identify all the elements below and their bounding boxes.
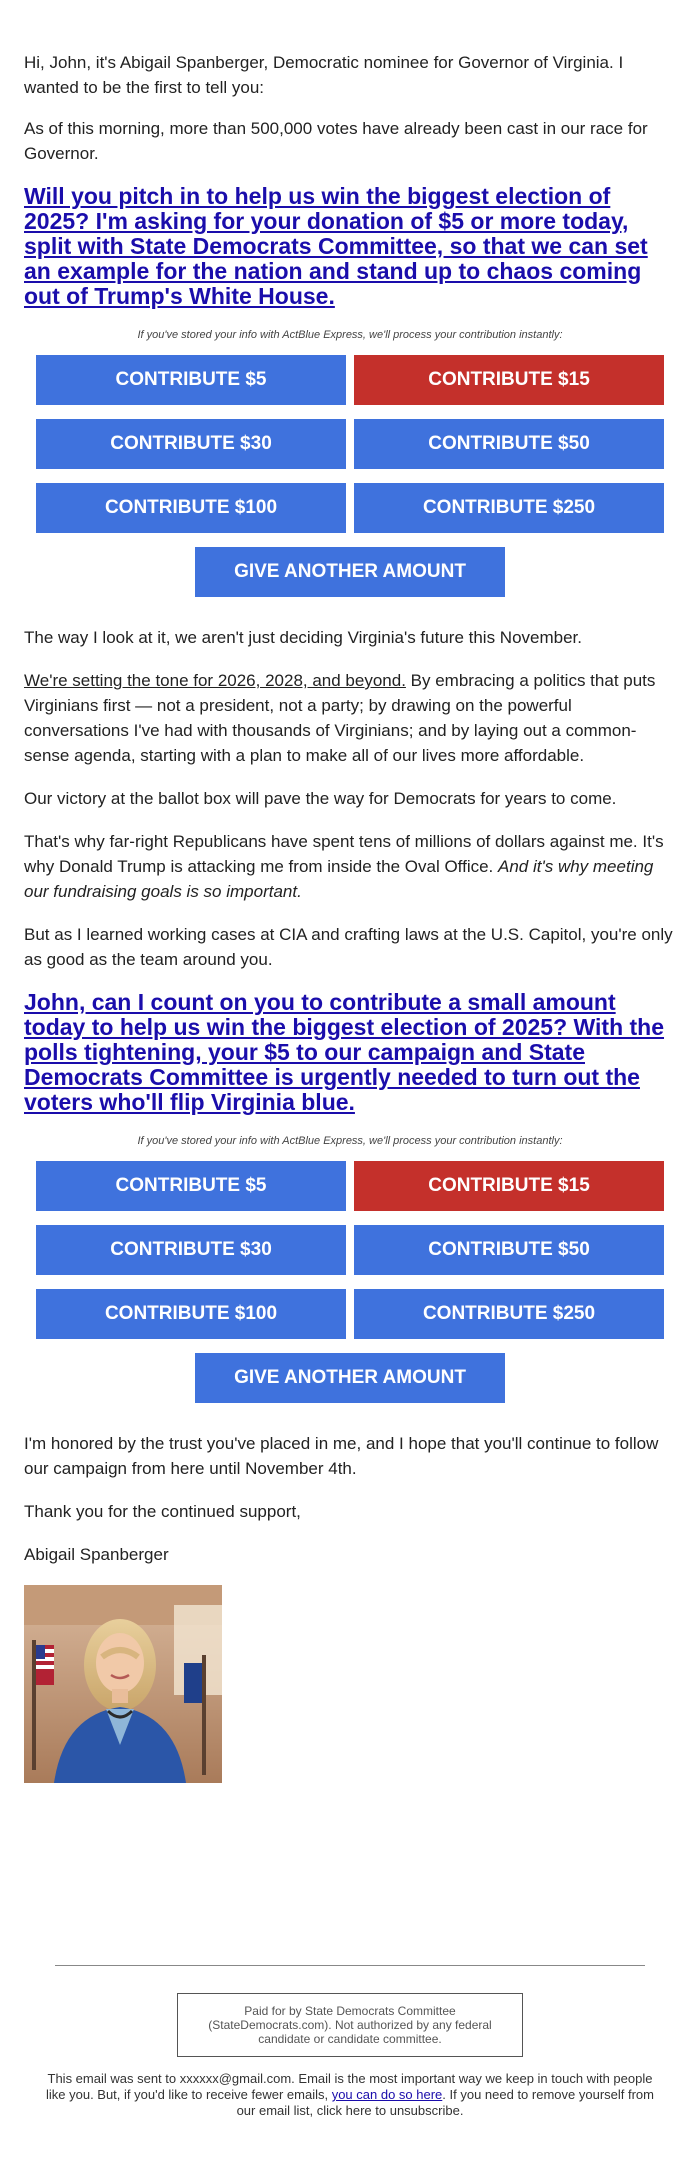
contribute-buttons-2: [36, 1161, 664, 1339]
contribute-50-button[interactable]: CONTRIBUTE $50: [354, 419, 664, 469]
signature-name: Abigail Spanberger: [24, 1545, 169, 1564]
contribute-15-button[interactable]: CONTRIBUTE $15: [354, 355, 664, 405]
footer-divider: [55, 1965, 645, 1966]
headline-link-1[interactable]: Will you pitch in to help us win the biggest election of 2025? I'm asking for your donation of $5 or more today, split with State Democrats Committee, so that we can set an example for the nation and stand up to chaos coming out of Trump's White House.: [24, 183, 648, 309]
underlined-statement: We're setting the tone for 2026, 2028, and beyond.: [24, 671, 406, 690]
contribute-5-button-2[interactable]: CONTRIBUTE $5: [36, 1161, 346, 1211]
actblue-note-2: If you've stored your info with ActBlue Express, we'll process your contribution instantly:: [137, 1135, 563, 1147]
footer-fine-print: [45, 2071, 655, 2137]
closing-paragraph: I'm honored by the trust you've placed in me, and I hope that you'll continue to follow our campaign from here until November 4th.: [24, 1434, 659, 1478]
email-footer: [24, 1965, 676, 2137]
contribute-250-button-2[interactable]: CONTRIBUTE $250: [354, 1289, 664, 1339]
intro-paragraph-1: Hi, John, it's Abigail Spanberger, Democratic nominee for Governor of Virginia. I wanted to be the first to tell you:: [24, 53, 624, 97]
sent-to-middle: . Email is the most important way we keep in touch with people like you. But, if you'd like to receive fewer emails,: [45, 2071, 653, 2102]
contribute-30-button[interactable]: CONTRIBUTE $30: [36, 419, 346, 469]
contribute-5-button[interactable]: CONTRIBUTE $5: [36, 355, 346, 405]
body-paragraph-7: But as I learned working cases at CIA and crafting laws at the U.S. Capitol, you're only as good as the team around you.: [24, 925, 673, 969]
fewer-emails-link[interactable]: you can do so here: [331, 2087, 443, 2102]
body-paragraph-6: [24, 829, 676, 904]
thanks-line: Thank you for the continued support,: [24, 1502, 301, 1521]
contribute-100-button[interactable]: CONTRIBUTE $100: [36, 483, 346, 533]
headline-link-2[interactable]: John, can I count on you to contribute a small amount today to help us win the biggest election of 2025? With the polls tightening, your $5 to our campaign and State Democrats Committee is urgently needed to turn out the voters who'll flip Virginia blue.: [24, 989, 665, 1115]
paid-for-disclaimer: Paid for by State Democrats Committee (StateDemocrats.com). Not authorized by any federal candidate or candidate committee.: [177, 1993, 523, 2057]
contribute-50-button-2[interactable]: CONTRIBUTE $50: [354, 1225, 664, 1275]
give-another-amount-button[interactable]: GIVE ANOTHER AMOUNT: [195, 547, 505, 597]
body-paragraph-5: Our victory at the ballot box will pave the way for Democrats for years to come.: [24, 789, 617, 808]
contribute-15-button-2[interactable]: CONTRIBUTE $15: [354, 1161, 664, 1211]
contribute-buttons-1: [36, 355, 664, 533]
contribute-250-button[interactable]: CONTRIBUTE $250: [354, 483, 664, 533]
intro-paragraph-2: As of this morning, more than 500,000 votes have already been cast in our race for Governor.: [24, 119, 648, 163]
sent-to-prefix: This email was sent to: [47, 2071, 180, 2086]
candidate-photo: [24, 1585, 222, 1783]
body-paragraph-3: The way I look at it, we aren't just deciding Virginia's future this November.: [24, 628, 583, 647]
contribute-100-button-2[interactable]: CONTRIBUTE $100: [36, 1289, 346, 1339]
body-paragraph-6-plain: That's why far-right Republicans have spent tens of millions of dollars against me. It's why Donald Trump is attacking me from inside the Oval Office.: [24, 832, 664, 876]
contribute-30-button-2[interactable]: CONTRIBUTE $30: [36, 1225, 346, 1275]
body-paragraph-4: [24, 668, 676, 768]
give-another-amount-button-2[interactable]: GIVE ANOTHER AMOUNT: [195, 1353, 505, 1403]
body-paragraph-6-italic: And it's why meeting our fundraising goals is so important.: [24, 857, 654, 901]
actblue-note: If you've stored your info with ActBlue Express, we'll process your contribution instantly:: [137, 329, 563, 341]
recipient-email: xxxxxx@gmail.com: [179, 2071, 292, 2086]
body-paragraph-4-rest: By embracing a politics that puts Virginians first — not a president, not a party; by drawing on the powerful conversations I've had with thousands of Virginians; and by laying out a common-sense agenda, starting with a plan to make all of our lives more affordable.: [24, 671, 656, 765]
unsubscribe-text[interactable]: . If you need to remove yourself from our email list, click here to unsubscribe.: [236, 2087, 654, 2118]
